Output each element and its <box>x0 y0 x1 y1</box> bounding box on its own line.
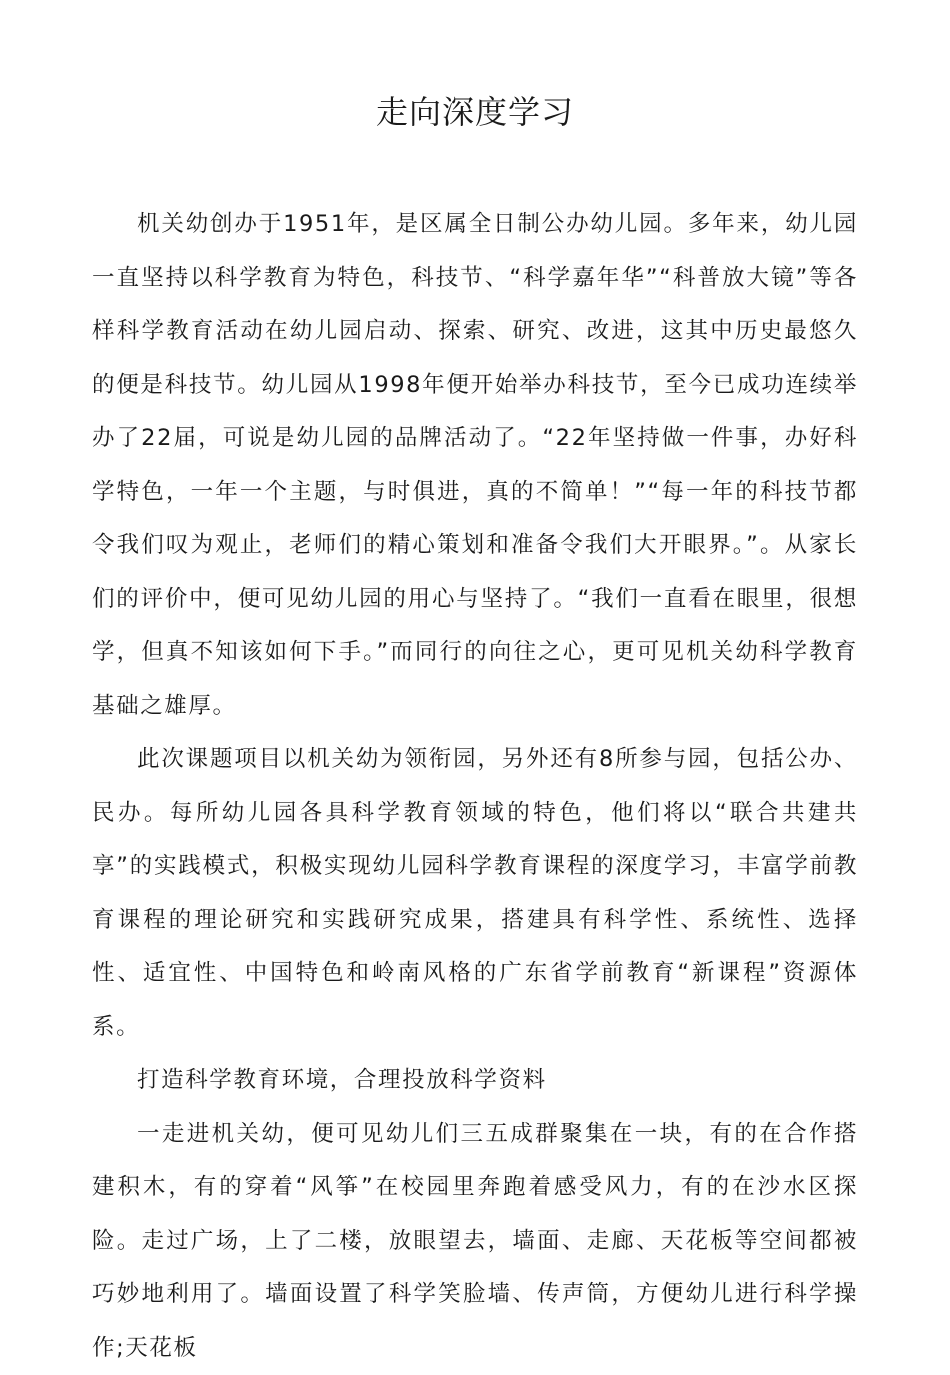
paragraph-environment: 一走进机关幼，便可见幼儿们三五成群聚集在一块，有的在合作搭建积木，有的穿着“风筝”在校园里奔跑着感受风力，有的在沙水区探险。走过广场，上了二楼，放眼望去，墙面、走廊、天花板等空间都被巧妙地利用了。墙面设置了科学笑脸墙、传声筒，方便幼儿进行科学操作;天花板 <box>92 1108 858 1375</box>
document-body <box>92 198 858 1375</box>
paragraph-project: 此次课题项目以机关幼为领衔园，另外还有8所参与园，包括公办、民办。每所幼儿园各具科学教育领域的特色，他们将以“联合共建共享”的实践模式，积极实现幼儿园科学教育课程的深度学习，丰富学前教育课程的理论研究和实践研究成果，搭建具有科学性、系统性、选择性、适宜性、中国特色和岭南风格的广东省学前教育“新课程”资源体系。 <box>92 733 858 1054</box>
document-title: 走向深度学习 <box>0 88 950 136</box>
section-heading-environment: 打造科学教育环境，合理投放科学资料 <box>92 1054 858 1108</box>
paragraph-history: 机关幼创办于1951年，是区属全日制公办幼儿园。多年来，幼儿园一直坚持以科学教育为特色，科技节、“科学嘉年华”“科普放大镜”等各样科学教育活动在幼儿园启动、探索、研究、改进，这其中历史最悠久的便是科技节。幼儿园从1998年便开始举办科技节，至今已成功连续举办了22届，可说是幼儿园的品牌活动了。“22年坚持做一件事，办好科学特色，一年一个主题，与时俱进，真的不简单！”“每一年的科技节都令我们叹为观止，老师们的精心策划和准备令我们大开眼界。”。从家长们的评价中，便可见幼儿园的用心与坚持了。“我们一直看在眼里，很想学，但真不知该如何下手。”而同行的向往之心，更可见机关幼科学教育基础之雄厚。 <box>92 198 858 733</box>
